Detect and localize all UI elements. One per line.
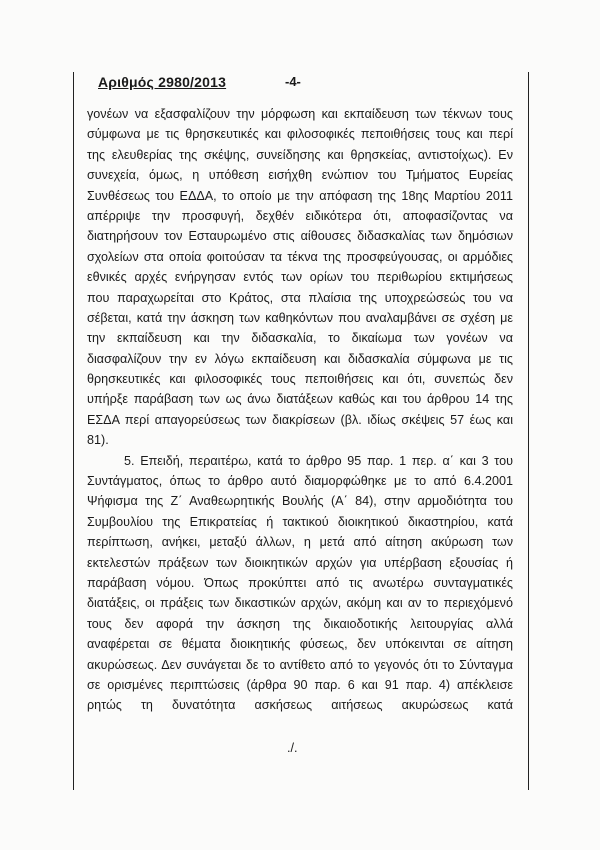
text-line: συνεχεία, όμως, η υπόθεση εισήχθη ενώπιον του Τμήματος Ευρείας [87, 168, 513, 183]
paragraph-continued [87, 104, 513, 451]
text-line: γονέων να εξασφαλίζουν την μόρφωση και εκπαίδευση των τέκνων τους [87, 107, 513, 121]
text-line: διασφαλίζουν την εν λόγω εκπαίδευση και διδασκαλία σύμφωνα με τις [87, 351, 513, 366]
text-line: ακυρώσεως. Δεν συνάγεται δε το αντίθετο από το γεγονός ότι το Σύνταγμα [87, 657, 513, 672]
text-line: διατάξεις, οι πράξεις των δικαστικών αρχών, ακόμη και αν το περιεχόμενό [87, 596, 513, 611]
page-number: -4- [285, 74, 301, 89]
left-margin-rule [73, 72, 74, 790]
text-line: διατηρήσουν τον Εσταυρωμένο στις αίθουσες διδασκαλίας των δημόσιων [87, 229, 513, 244]
text-line: που παραχωρείται στο Κράτος, στα πλαίσια της υποχρεώσεώς του να [87, 290, 513, 305]
text-line: ρητώς τη δυνατότητα ασκήσεως αιτήσεως ακυρώσεως κατά [87, 698, 513, 713]
text-line: σε ορισμένες περιπτώσεις (άρθρα 90 παρ. 6 και 91 παρ. 4) απέκλεισε [87, 677, 513, 692]
text-line: Συνθέσεως του ΕΔΔΑ, το οποίο με την απόφαση της 18ης Μαρτίου 2011 [87, 188, 513, 203]
text-line: παράβαση νόμου. Όπως προκύπτει από τις ανωτέρω συνταγματικές [87, 575, 513, 590]
text-line: Συμβουλίου της Επικρατείας ή τακτικού διοικητικού δικαστηρίου, κατά [87, 514, 513, 529]
text-line: περίπτωση, ανήκει, μεταξύ άλλων, η μετά από αίτηση ακύρωση των [87, 535, 513, 550]
right-margin-rule [528, 72, 529, 790]
body-text [87, 104, 513, 716]
text-line: εθνικές αρχές ενήργησαν εντός των ορίων του περιθωρίου εκτιμήσεως [87, 270, 513, 285]
paragraph-5 [87, 451, 513, 716]
text-line: 5. Επειδή, περαιτέρω, κατά το άρθρο 95 παρ. 1 περ. α΄ και 3 του [124, 453, 513, 468]
text-line: Συντάγματος, όπως το άρθρο αυτό διαμορφώθηκε με το από 6.4.2001 [87, 474, 513, 489]
text-line: ΕΣΔΑ περί απαγορεύσεως των διακρίσεων (βλ. ιδίως σκέψεις 57 έως και [87, 412, 513, 427]
text-line: απέρριψε την προσφυγή, δεχθέν ειδικότερα ότι, αποφασίζοντας να [87, 208, 513, 223]
text-line: σχολείων στα οποία φοιτούσαν τα τέκνα της προσφεύγουσας, οι αρμόδιες [87, 249, 513, 264]
text-line: αναφέρεται σε θέματα διοικητικής φύσεως, δεν υπόκεινται σε αίτηση [87, 637, 513, 652]
text-line: εκτελεστών πράξεων των διοικητικών αρχών για υπέρβαση εξουσίας ή [87, 555, 513, 570]
text-line: 81). [87, 433, 109, 448]
text-line: της ελευθερίας της σκέψης, συνείδησης και θρησκείας, αντιστοίχως). Εν [87, 147, 513, 162]
page-header [98, 74, 518, 96]
text-line: υπήρξε παράβαση των ως άνω διατάξεων καθώς και του άρθρου 14 της [87, 392, 513, 407]
continuation-mark: ./. [287, 741, 298, 755]
text-line: την εκπαίδευση και την διδασκαλία, το δικαίωμα των γονέων να [87, 331, 513, 346]
text-line: Ψήφισμα της Ζ΄ Αναθεωρητικής Βουλής (Α΄ 84), στην αρμοδιότητα του [87, 494, 513, 509]
case-number: Αριθμός 2980/2013 [98, 74, 227, 90]
text-line: τους δεν αφορά την άσκηση της δικαιοδοτικής λειτουργίας αλλά [87, 616, 513, 631]
text-line: θρησκευτικές και φιλοσοφικές τους πεποιθήσεις και ότι, συνεπώς δεν [87, 372, 513, 387]
text-line: σύμφωνα με τις θρησκευτικές και φιλοσοφικές πεποιθήσεις τους και περί [87, 127, 513, 142]
text-line: σέβεται, κατά την άσκηση των καθηκόντων που αναλαμβάνει σε σχέση με [87, 310, 513, 325]
